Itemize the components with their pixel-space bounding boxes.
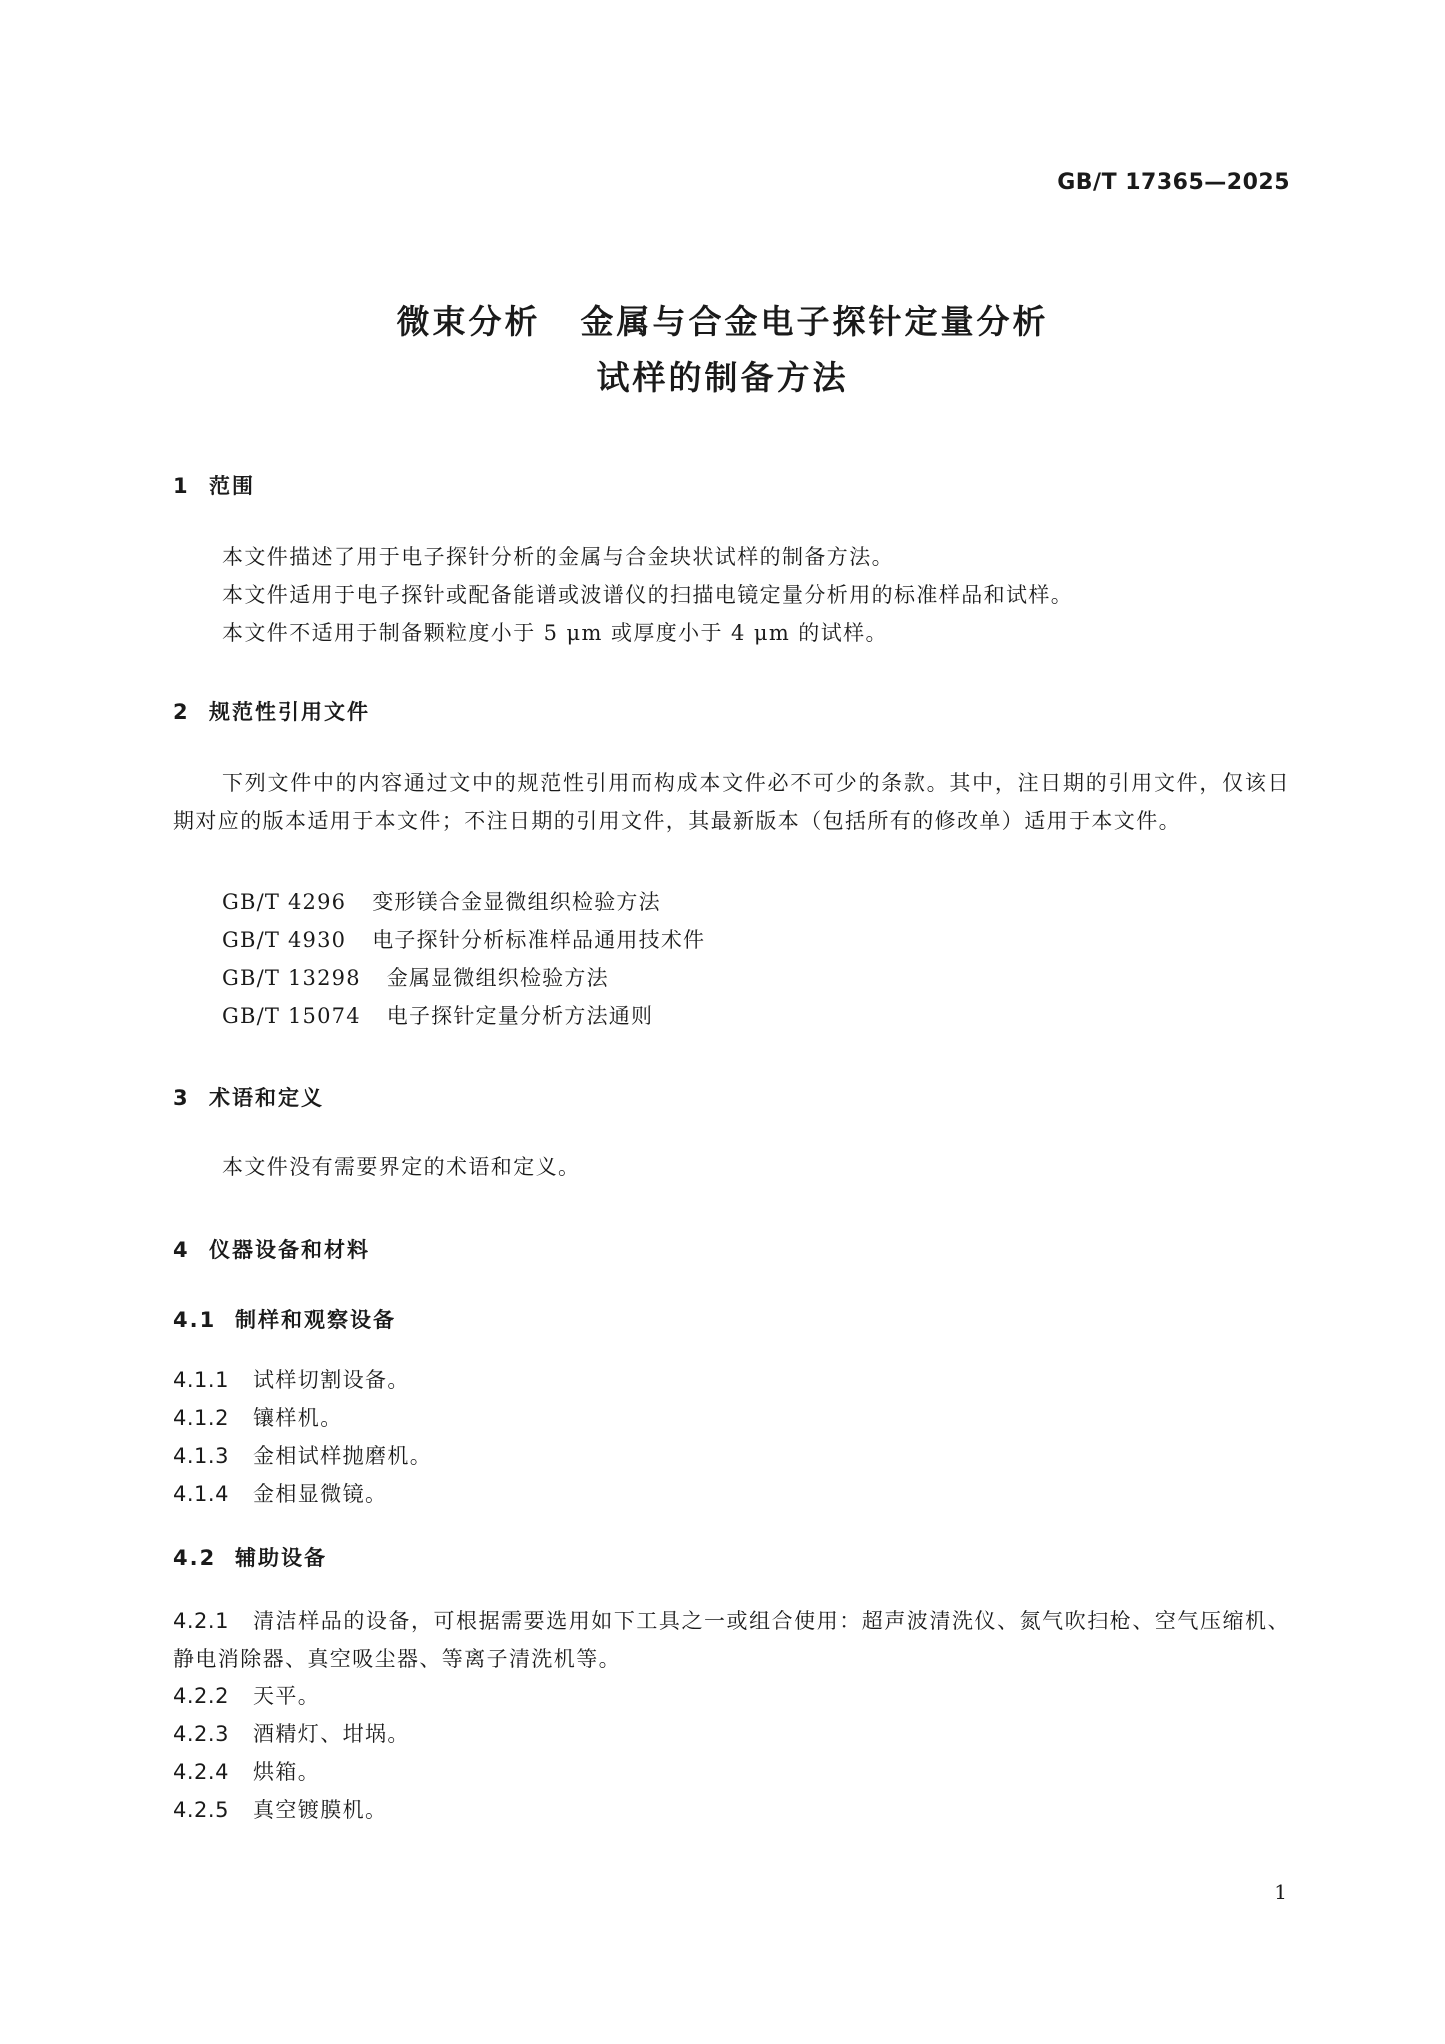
- section-title: 仪器设备和材料: [209, 1238, 370, 1262]
- section-4-2-heading: [173, 1542, 327, 1572]
- section-title: 规范性引用文件: [209, 700, 370, 724]
- item-text: 金相显微镜。: [253, 1482, 388, 1506]
- section-3-heading: [173, 1082, 324, 1112]
- list-item: [173, 1794, 387, 1824]
- item-text: 金相试样抛磨机。: [253, 1444, 433, 1468]
- list-item: [173, 1680, 320, 1710]
- item-number: 4.1.3: [173, 1444, 229, 1468]
- reference-code: GB/T 13298: [222, 966, 361, 990]
- list-item: [173, 1440, 432, 1470]
- section-number: 1: [173, 474, 190, 498]
- section-1-paragraph-1: 本文件描述了用于电子探针分析的金属与合金块状试样的制备方法。: [222, 545, 894, 569]
- reference-title: 电子探针分析标准样品通用技术件: [372, 928, 706, 952]
- item-number: 4.2.1: [173, 1609, 229, 1633]
- section-3-paragraph: 本文件没有需要界定的术语和定义。: [222, 1155, 581, 1179]
- section-4-heading: [173, 1234, 370, 1264]
- item-text: 真空镀膜机。: [253, 1798, 388, 1822]
- document-title: [0, 294, 1445, 406]
- reference-code: GB/T 4296: [222, 890, 347, 914]
- list-item: [173, 1364, 410, 1394]
- section-title: 术语和定义: [209, 1086, 324, 1110]
- list-item: [173, 1756, 320, 1786]
- title-line-2: 试样的制备方法: [596, 358, 849, 397]
- title-line1-part2: 金属与合金电子探针定量分析: [580, 302, 1049, 341]
- section-2-intro: 下列文件中的内容通过文中的规范性引用而构成本文件必不可少的条款。其中，注日期的引用文件，仅该日期对应的版本适用于本文件；不注日期的引用文件，其最新版本（包括所有的修改单）适用于本文件。: [173, 771, 1290, 833]
- reference-title: 金属显微组织检验方法: [386, 966, 609, 990]
- item-number: 4.2.3: [173, 1722, 229, 1746]
- section-number: 4.2: [173, 1546, 217, 1570]
- reference-item: [222, 1000, 653, 1030]
- reference-title: 变形镁合金显微组织检验方法: [372, 890, 661, 914]
- section-title: 制样和观察设备: [235, 1308, 396, 1332]
- list-item: [173, 1402, 343, 1432]
- section-title: 辅助设备: [235, 1546, 327, 1570]
- item-number: 4.2.4: [173, 1760, 229, 1784]
- item-text: 烘箱。: [253, 1760, 321, 1784]
- section-number: 4.1: [173, 1308, 217, 1332]
- section-4-1-heading: [173, 1304, 396, 1334]
- section-number: 4: [173, 1238, 190, 1262]
- section-title: 范围: [209, 474, 255, 498]
- item-text: 酒精灯、坩埚。: [253, 1722, 410, 1746]
- item-number: 4.2.5: [173, 1798, 229, 1822]
- item-number: 4.1.2: [173, 1406, 229, 1430]
- reference-code: GB/T 4930: [222, 928, 347, 952]
- list-item: [173, 1718, 410, 1748]
- section-1-paragraph-3: 本文件不适用于制备颗粒度小于 5 μm 或厚度小于 4 μm 的试样。: [222, 621, 888, 645]
- item-number: 4.1.4: [173, 1482, 229, 1506]
- item-text: 天平。: [253, 1684, 321, 1708]
- section-number: 2: [173, 700, 190, 724]
- reference-item: [222, 924, 705, 954]
- standard-code: GB/T 17365—2025: [1057, 170, 1290, 195]
- item-number: 4.2.2: [173, 1684, 229, 1708]
- list-item: [173, 1602, 1290, 1678]
- item-text: 镶样机。: [253, 1406, 343, 1430]
- reference-title: 电子探针定量分析方法通则: [386, 1004, 654, 1028]
- title-line-1: [0, 294, 1445, 350]
- list-item: [173, 1478, 387, 1508]
- item-text: 试样切割设备。: [253, 1368, 410, 1392]
- item-number: 4.1.1: [173, 1368, 229, 1392]
- section-1-paragraph-2: 本文件适用于电子探针或配备能谱或波谱仪的扫描电镜定量分析用的标准样品和试样。: [222, 583, 1074, 607]
- item-text: 清洁样品的设备，可根据需要选用如下工具之一或组合使用：超声波清洗仪、氮气吹扫枪、空气压缩机、静电消除器、真空吸尘器、等离子清洗机等。: [173, 1609, 1290, 1671]
- section-1-heading: [173, 470, 255, 500]
- title-line1-part1: 微束分析: [396, 302, 541, 341]
- section-number: 3: [173, 1086, 190, 1110]
- reference-item: [222, 886, 661, 916]
- reference-item: [222, 962, 609, 992]
- page-number: 1: [1274, 1880, 1287, 1904]
- reference-code: GB/T 15074: [222, 1004, 361, 1028]
- section-2-heading: [173, 696, 370, 726]
